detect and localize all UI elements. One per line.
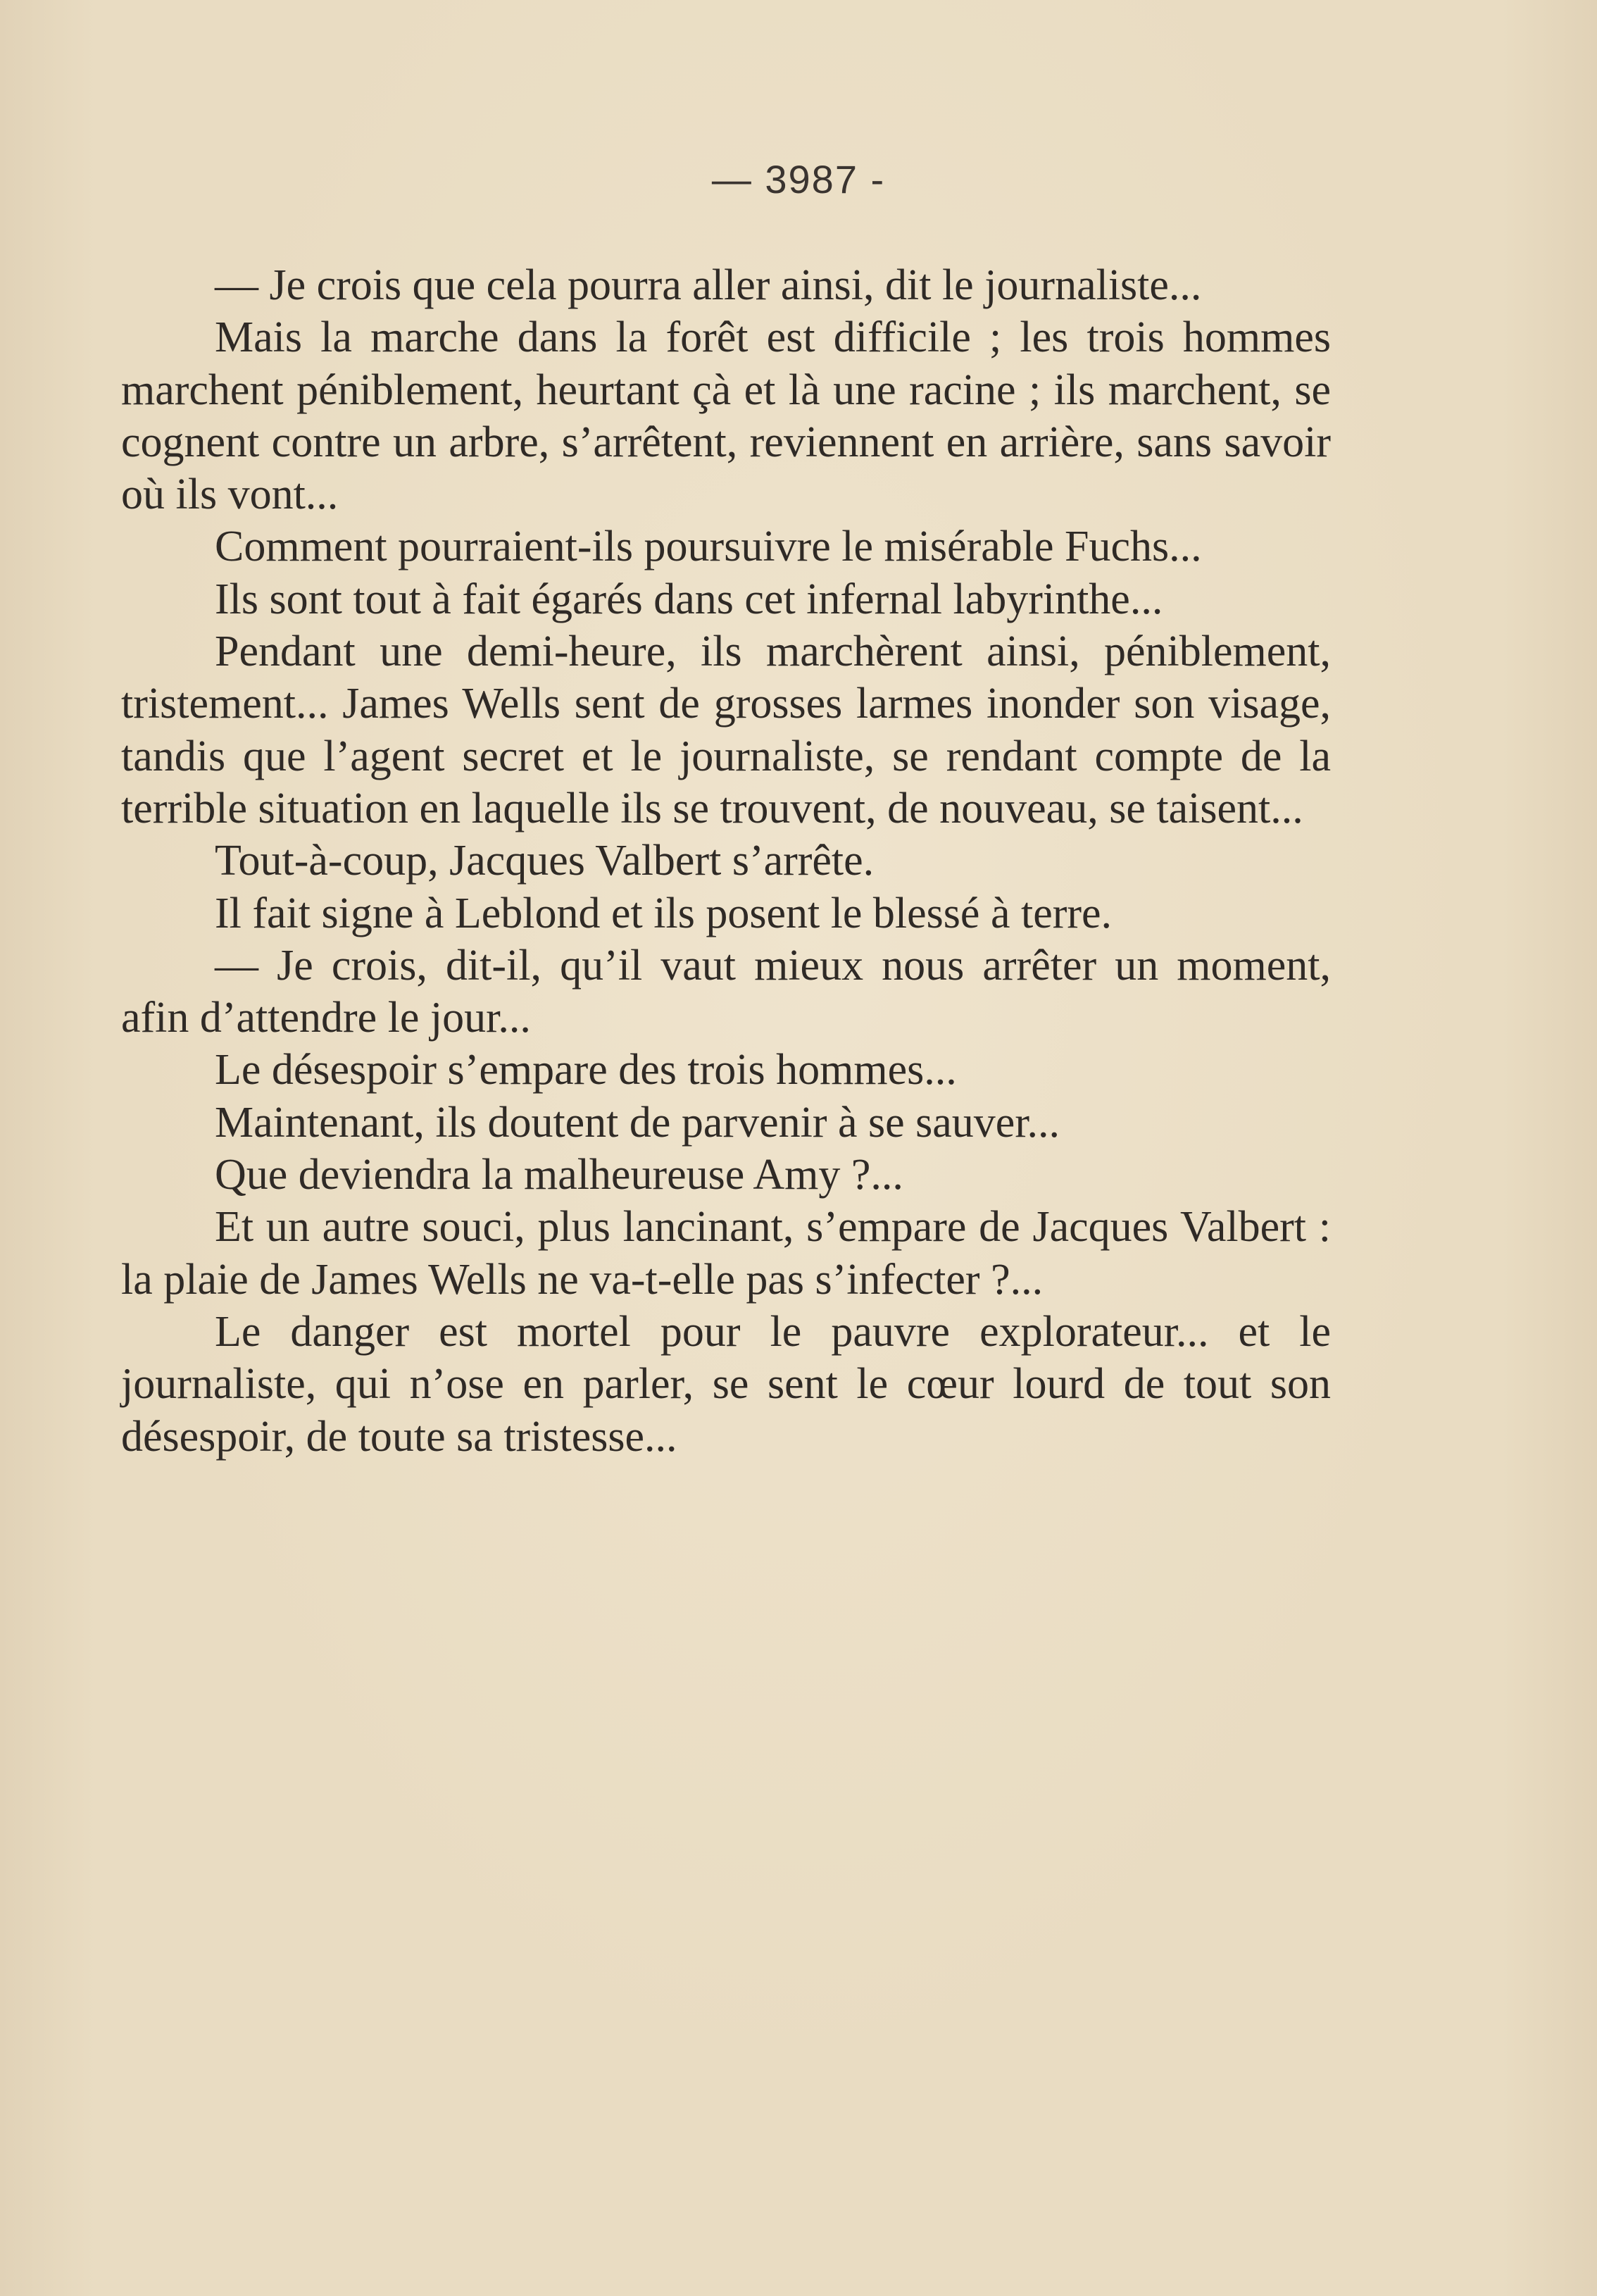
paragraph: Que deviendra la malheureuse Amy ?... [215, 1151, 903, 1199]
paragraph: Il fait signe à Leblond et ils posent le blessé à terre. [215, 889, 1113, 937]
page-number: — 3987 - [711, 157, 886, 201]
paragraph: Mais la marche dans la forêt est difficile ; les trois hommes marchent péniblement, heurtant çà et là une racine ; ils marchent, se cognent contre un arbre, s’arrêtent, reviennent en arrière, sans savoir où ils vont... [121, 313, 1331, 519]
paragraph: Le désespoir s’empare des trois hommes... [215, 1046, 957, 1094]
paragraph: Comment pourraient-ils poursuivre le misérable Fuchs... [215, 523, 1202, 571]
paragraph: Maintenant, ils doutent de parvenir à se sauver... [215, 1098, 1060, 1147]
paragraph: Ils sont tout à fait égarés dans cet infernal labyrinthe... [215, 575, 1163, 623]
paragraph: Et un autre souci, plus lancinant, s’empare de Jacques Valbert : la plaie de James Wells ne va-t-elle pas s’infecter ?... [121, 1203, 1331, 1304]
paragraph: Tout-à-coup, Jacques Valbert s’arrête. [215, 837, 875, 885]
paragraph: Pendant une demi-heure, ils marchèrent ainsi, péniblement, tristement... James Wells sent de grosses larmes inonder son visage, tandis que l’agent secret et le journaliste, se rendant compte de la terrible situation en laquelle ils se trouvent, de nouveau, se taisent... [121, 628, 1331, 832]
paragraph: — Je crois que cela pourra aller ainsi, dit le journaliste... [215, 261, 1202, 309]
paragraph: Le danger est mortel pour le pauvre explorateur... et le journaliste, qui n’ose en parler, se sent le cœur lourd de tout son désespoir, de toute sa tristesse... [121, 1307, 1331, 1461]
body-text [121, 259, 1331, 1463]
paragraph: — Je crois, dit-il, qu’il vaut mieux nous arrêter un moment, afin d’attendre le jour... [121, 941, 1331, 1042]
